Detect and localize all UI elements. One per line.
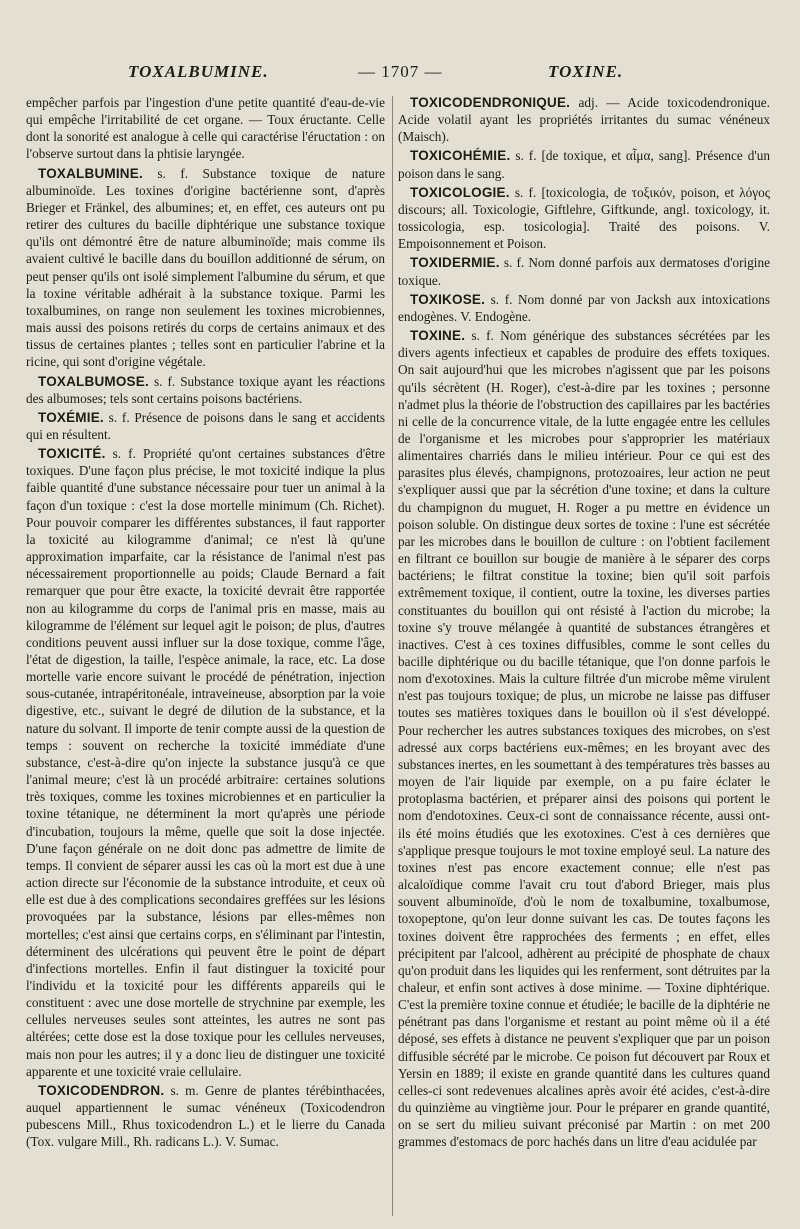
column-divider xyxy=(392,96,393,1216)
entry-toxicodendronique xyxy=(398,94,770,145)
entry-text: s. f. [de toxique, et αἷμα, sang]. Présence d'un poison dans le sang. xyxy=(398,148,770,181)
entry-headword: TOXICODENDRONIQUE. xyxy=(410,95,571,110)
entry-toxicologie xyxy=(398,184,770,253)
running-head-left: TOXALBUMINE. xyxy=(128,62,269,81)
entry-toxalbumine xyxy=(26,165,385,371)
entry-toxicite xyxy=(26,445,385,1080)
entry-headword: TOXIDERMIE. xyxy=(410,255,500,271)
entry-toxine xyxy=(398,327,770,1151)
entry-headword: TOXICOLOGIE. xyxy=(410,184,510,200)
entry-text: s. f. Nom donné par von Jacksh aux intoxications endogènes. V. Endogène. xyxy=(398,291,770,324)
entry-text: s. f. Substance toxique ayant les réactions des albumoses; tels sont certains poisons bactériens. xyxy=(26,373,385,406)
entry-headword: TOXINE. xyxy=(410,328,466,344)
entry-text: empêcher parfois par l'ingestion d'une petite quantité d'eau-de-vie qui empêche l'irritabilité de cet organe. — Toux éructante. Celle dont la sonorité est analogue à celle qui caractérise l'éructation : on l'observe surtout dans la phtisie laryngée. xyxy=(26,95,385,162)
entry-headword: TOXÉMIE. xyxy=(38,409,104,425)
entry-text: s. f. Présence de poisons dans le sang et accidents qui en résultent. xyxy=(26,409,385,442)
entry-text: s. m. Genre de plantes térébinthacées, auquel appartiennent le sumac vénéneux (Toxicodendron pubescens Mill., Rhus toxicodendron L.) et le lierre du Canada (Tox. vulgare Mill., Rh. radicans L.). V. Sumac. xyxy=(26,1082,385,1150)
left-column xyxy=(26,94,385,1153)
page-number: — 1707 — xyxy=(358,62,443,81)
entry-toxicodendron xyxy=(26,1082,385,1151)
entry-headword: TOXALBUMOSE. xyxy=(38,373,149,389)
entry-toxidermie xyxy=(398,254,770,288)
entry-headword: TOXICITÉ. xyxy=(38,446,106,462)
entry-text: s. f. Nom générique des substances sécrétées par les divers agents infectieux et capables de produire des effets toxiques. On sait aujourd'hui que les microbes n'agissent que par les poisons qu'ils sécrètent (H. Roger), c'est-à-dire par les toxines ; personne n'admet plus la théorie de l'obstruction des capillaires par les bactéries ni celle de la concurrence vitale, de la lutte engagée entre les cellules de l'organisme et les microbes pour s'approprier les matériaux alimentaires charriés dans le milieu intérieur. Pour ce qui est des parasites plus élevés, champignons, protozoaires, leur action ne peut s'expliquer aussi que par la sécrétion d'une toxine; et dans la culture du champignon du muguet, H. Roger a pu mettre en évidence un poison soluble. On distingue deux sortes de toxine : l'une est sécrétée par les microbes dans le bouillon de culture : on l'obtient facilement en filtrant ce bouillon sur bougie de manière à le séparer des corps bactériens; le filtrat constitue la toxine; bien qu'il soit parfois extrêmement toxique, il contient, outre la toxine, les diverses parties constituantes du bouillon qui ont résisté à l'action du microbe; la toxine s'y trouve mélangée à quantité de substances étrangères et inactives. C'est à ces toxines diffusibles, comme le sont celles du bacille diphtérique ou du bacille tétanique, que l'on donne parfois le nom d'exotoxines. Mais la culture filtrée d'un microbe même virulent n'est pas toujours toxique; de plus, un microbe ne laisse pas diffuser toutes ses matières toxiques dans le bouillon où il s'est développé. Pour rechercher les autres substances toxiques des microbes, on s'est adressé aux corps bactériens eux-mêmes; en les broyant avec des substances inertes, en les soumettant à des températures très basses au moyen de l'air liquide par exemple, on a pu faire éclater le protoplasma bactérien, et préparer ainsi des poisons qui portent le nom d'endotoxines. Ceux-ci sont de connaissance récente, aussi ont-ils été moins étudiés que les exotoxines. C'est à ces dernières que s'applique presque toujours le mot toxine employé seul. La nature des toxines n'est pas encore exactement connue; elle n'est pas alcaloïdique comme l'avait cru tout d'abord Brieger, mais plus souvent albuminoïde, d'où le nom de toxalbumine, toxalbumose, toxopeptone, qu'on leur donne suivant les cas. De toutes façons les toxines doivent être rapprochées des ferments ; en effet, elles précipitent par l'alcool, adhèrent au précipité de phosphate de chaux qu'on produit dans les liquides qui les renferment, sont détruites par la chaleur, et enfin sont actives à dose minime. — Toxine diphtérique. C'est la première toxine connue et étudiée; le bacille de la diphtérie ne pénétrant pas dans l'organisme et restant au point même où il a été déposé, ses effets à distance ne peuvent s'expliquer que par un poison diffusible sécrété par le microbe. Ce poison fut découvert par Roux et Yersin en 1889; il existe en grande quantité dans les cultures quand celles-ci sont redevenues alcalines après avoir été acides, c'est-à-dire du quinzième au vingtième jour. Pour le préparer en grande quantité, on se sert du milieu suivant préconisé par Martin : on met 200 grammes d'estomacs de porc hachés dans un litre d'eau acidulée par xyxy=(398,328,770,1150)
entry-text: adj. — Acide toxicodendronique. Acide volatil ayant les propriétés irritantes du sumac vénéneux (Maisch). xyxy=(398,95,770,145)
entry-text: s. f. Propriété qu'ont certaines substances d'être toxiques. D'une façon plus précise, le mot toxicité indique la plus faible quantité d'une substance nécessaire pour tuer un animal à la façon d'un toxique : c'est la dose mortelle minimum (Ch. Richet). Pour pouvoir comparer les différentes substances, il faut rapporter la toxicité au kilogramme d'animal; ce n'est là qu'une approximation imparfaite, car la résistance de l'animal n'est pas nécessairement proportionnelle au poids; Claude Bernard a fait remarquer que pour être exacte, la toxicité devrait être rapportée non au kilogramme du corps de l'animal pris en masse, mais au kilogramme de l'élément sur lequel agit le poison; de plus, d'autres conditions peuvent aussi influer sur la dose toxique, comme l'âge, l'état de digestion, la taille, l'espèce animale, la race, etc. La dose mortelle varie encore suivant le procédé de pénétration, injection sous-cutanée, intrapéritonéale, intraveineuse, absorption par la voie digestive, etc., suivant le degré de dilution de la substance, et la nature du solvant. Il importe de tenir compte aussi de la question de temps : souvent on recherche la toxicité immédiate d'une substance, c'est-à-dire qu'on injecte la substance jusqu'à ce que l'animal meure; c'est là un procédé arbitraire: certaines solutions très toxiques, comme les toxines microbiennes et en particulier la toxine tétanique, ne déterminent la mort qu'après une période d'incubation, toujours la même, quelle que soit la dose injectée. D'une façon générale on ne doit donc pas admettre de limite de temps. Il convient de séparer aussi les cas où la mort est due à une action directe sur l'économie de la substance introduite, et ceux où elle est due à des complications secondaires greffées sur les lésions provoquées par la substance, lésions par elles-mêmes non mortelles; c'est ainsi que certains corps, en s'éliminant par l'intestin, déterminent des ulcérations qui peuvent être le point de départ d'infections mortelles. Enfin il faut distinguer la toxicité pour l'individu et la toxicité pour les différents appareils qui le constituent : avec une dose mortelle de strychnine par exemple, les cellules nerveuses seules sont atteintes, les autres ne sont pas altérées; cette dose est la dose toxique pour les cellules nerveuses, mais non pour les autres; il y a donc lieu de distinguer une toxicité apparente et une toxicité vraie cellulaire. xyxy=(26,446,385,1079)
entry-text: s. f. Nom donné parfois aux dermatoses d'origine toxique. xyxy=(398,255,770,288)
entry-toxikose xyxy=(398,291,770,325)
entry-continuation xyxy=(26,94,385,163)
entry-toxalbumose xyxy=(26,373,385,407)
entry-text: s. f. [toxicologia, de τοξικόν, poison, et λόγος discours; all. Toxicologie, Giftlehre, Giftkunde, angl. toxicology, it. tossicologia, esp. tosicologia]. Traité des poisons. V. Empoisonnement et Poison. xyxy=(398,184,770,252)
right-column xyxy=(398,94,770,1153)
entry-headword: TOXICODENDRON. xyxy=(38,1082,165,1098)
entry-headword: TOXALBUMINE. xyxy=(38,165,143,181)
entry-toxicohemie xyxy=(398,147,770,181)
entry-toxemie xyxy=(26,409,385,443)
entry-text: s. f. Substance toxique de nature albuminoïde. Les toxines d'origine bactérienne sont, d'après Brieger et Fränkel, des albumines; et, en effet, ces auteurs ont pu retirer des cultures du bacille diphtérique une substance toxique qu'ils ont démontré être de nature albuminoïde; mais comme ils avaient cultivé le bacille dans du bouillon additionné de sérum, on peut penser qu'ils ont isolé simplement l'albumine du sérum, et que la toxine véritable adhérait à la substance toxique. Parmi les toxalbumines, on range non seulement les toxines microbiennes, mais aussi des poisons retirés du corps de certains animaux et des tissus de certaines plantes ; telles sont en particulier l'abrine et la ricine, qui sont d'origine végétale. xyxy=(26,165,385,370)
running-head xyxy=(0,62,800,88)
entry-headword: TOXICOHÉMIE. xyxy=(410,148,511,164)
entry-headword: TOXIKOSE. xyxy=(410,291,486,307)
running-head-right: TOXINE. xyxy=(548,62,624,81)
